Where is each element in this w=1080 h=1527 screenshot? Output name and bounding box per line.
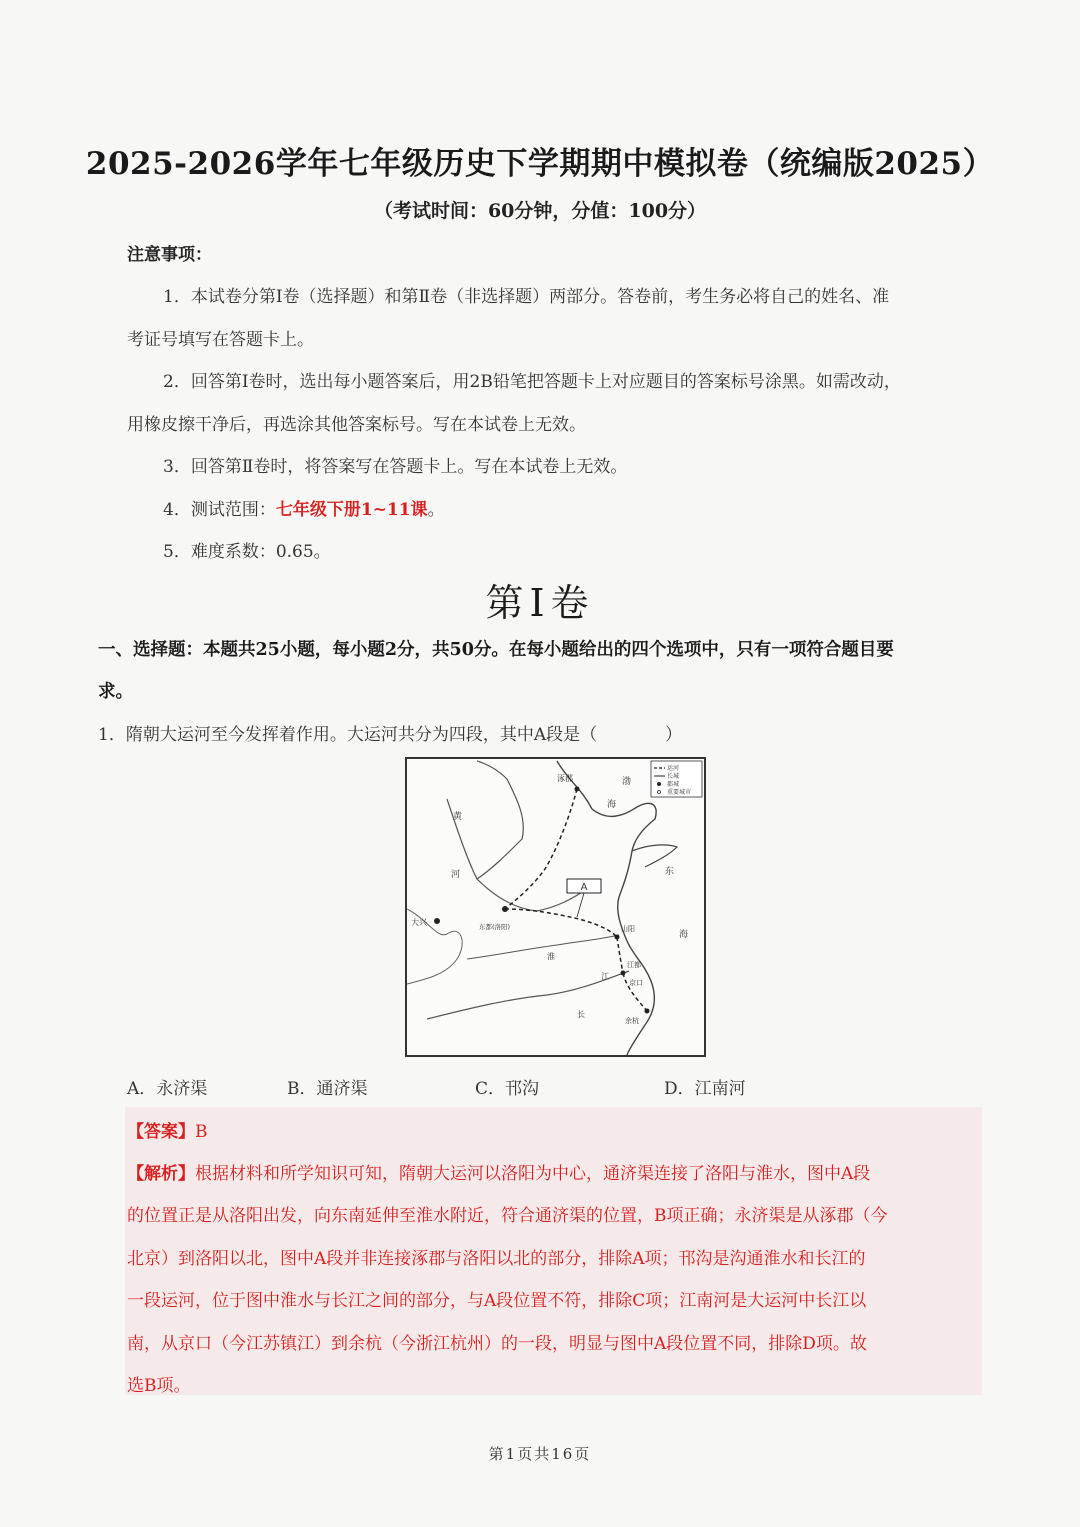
map-label-dong: 东 bbox=[665, 867, 675, 877]
exam-subtitle: （考试时间：60分钟，分值：100分） bbox=[373, 200, 707, 222]
test-scope: 七年级下册1~11课 bbox=[275, 500, 428, 520]
notes-heading: 注意事项： bbox=[127, 245, 212, 265]
map-label-huang: 黄 bbox=[453, 812, 463, 822]
analysis-text-1: 根据材料和所学知识可知，隋朝大运河以洛阳为中心，通济渠连接了洛阳与淮水，图中A段 bbox=[195, 1164, 871, 1184]
note-4-prefix: 4．测试范围： bbox=[163, 500, 276, 520]
analysis-line-2: 的位置正是从洛阳出发，向东南延伸至淮水附近，符合通济渠的位置，B项正确；永济渠是从涿郡（今 bbox=[127, 1206, 888, 1226]
note-5: 5．难度系数：0.65。 bbox=[163, 542, 331, 562]
hangou-canal bbox=[617, 937, 623, 973]
jiangdu-dot bbox=[621, 971, 626, 976]
section-instructions-cont: 求。 bbox=[98, 682, 133, 702]
map-label-bo: 渤 bbox=[622, 777, 632, 787]
map-label-luoyang: 东都(洛阳) bbox=[479, 923, 511, 931]
option-d: D．江南河 bbox=[664, 1079, 746, 1099]
map-label-he: 河 bbox=[451, 870, 461, 880]
yongji-canal bbox=[505, 789, 577, 909]
legend-capital-dot bbox=[657, 782, 661, 786]
option-c: C．邗沟 bbox=[475, 1079, 540, 1099]
map-label-huai: 淮 bbox=[547, 952, 555, 961]
analysis-line-6: 选B项。 bbox=[127, 1376, 191, 1396]
luoyang-dot bbox=[502, 906, 508, 912]
legend-city-dot bbox=[658, 791, 661, 794]
segment-a-pointer bbox=[577, 893, 584, 917]
huai-river bbox=[467, 935, 619, 959]
grand-canal-map bbox=[405, 757, 706, 1057]
section-instructions: 一、选择题：本题共25小题，每小题2分，共50分。在每小题给出的四个选项中，只有一项符合题目要 bbox=[98, 640, 894, 660]
note-4-suffix: 。 bbox=[427, 500, 445, 520]
option-b: B．通济渠 bbox=[287, 1079, 368, 1099]
map-label-jiang: 江 bbox=[601, 972, 609, 981]
option-a: A．永济渠 bbox=[127, 1079, 208, 1099]
peninsula bbox=[632, 845, 677, 867]
map-label-yuhang: 余杭 bbox=[625, 1017, 639, 1025]
legend-canal: 运河 bbox=[667, 765, 680, 772]
analysis-tag: 【解析】 bbox=[127, 1164, 195, 1184]
page-footer: 第1页共16页 bbox=[488, 1445, 592, 1463]
answer-line bbox=[127, 1117, 208, 1142]
tongji-canal bbox=[505, 909, 617, 937]
exam-title: 2025-2026学年七年级历史下学期期中模拟卷（统编版2025） bbox=[85, 146, 995, 182]
yuhang-dot bbox=[645, 1009, 650, 1014]
map-label-hai2: 海 bbox=[679, 930, 689, 940]
answer-value: B bbox=[195, 1122, 208, 1142]
analysis-line-3: 北京）到洛阳以北，图中A段并非连接涿郡与洛阳以北的部分，排除A项；邗沟是沟通淮水和长江的 bbox=[127, 1249, 866, 1269]
yangtze-river bbox=[427, 971, 629, 1019]
answer-tag: 【答案】 bbox=[127, 1122, 195, 1142]
legend-wall: 长城 bbox=[667, 773, 680, 780]
map-label-jiangdu: 江都 bbox=[627, 961, 641, 969]
analysis-line-4: 一段运河，位于图中淮水与长江之间的部分，与A段位置不符，排除C项；江南河是大运河中长江以 bbox=[127, 1291, 867, 1311]
note-4 bbox=[163, 495, 445, 520]
map-label-zhuojun: 涿郡 bbox=[557, 774, 573, 783]
map-label-shanyang: 山阳 bbox=[621, 925, 635, 933]
legend-city: 重要城市 bbox=[667, 789, 692, 796]
note-2: 2．回答第Ⅰ卷时，选出每小题答案后，用2B铅笔把答题卡上对应题目的答案标号涂黑。如需改动， bbox=[163, 372, 901, 392]
analysis-line-1 bbox=[127, 1159, 870, 1184]
shanyang-dot bbox=[615, 935, 620, 940]
map-label-chang: 长 bbox=[577, 1010, 585, 1019]
daxing-dot bbox=[434, 918, 440, 924]
map-label-daxing: 大兴 bbox=[411, 918, 427, 927]
legend-capital: 都城 bbox=[667, 781, 680, 788]
segment-a-label: A bbox=[580, 882, 588, 893]
volume-title: 第Ⅰ卷 bbox=[485, 581, 595, 625]
question-stem: 1．隋朝大运河至今发挥着作用。大运河共分为四段，其中A段是（ ） bbox=[98, 725, 683, 745]
map-label-hai: 海 bbox=[607, 800, 617, 810]
map-drawing bbox=[407, 759, 704, 1055]
note-1: 1．本试卷分第Ⅰ卷（选择题）和第Ⅱ卷（非选择题）两部分。答卷前，考生务必将自己的姓名、准 bbox=[163, 287, 890, 307]
analysis-line-5: 南，从京口（今江苏镇江）到余杭（今浙江杭州）的一段，明显与图中A段位置不同，排除D项。故 bbox=[127, 1334, 867, 1354]
note-2-cont: 用橡皮擦干净后，再选涂其他答案标号。写在本试卷上无效。 bbox=[127, 415, 586, 435]
note-1-cont: 考证号填写在答题卡上。 bbox=[127, 330, 314, 350]
zhuojun-dot bbox=[575, 787, 580, 792]
note-3: 3．回答第Ⅱ卷时，将答案写在答题卡上。写在本试卷上无效。 bbox=[163, 457, 628, 477]
map-label-jingkou: 京口 bbox=[629, 979, 643, 987]
